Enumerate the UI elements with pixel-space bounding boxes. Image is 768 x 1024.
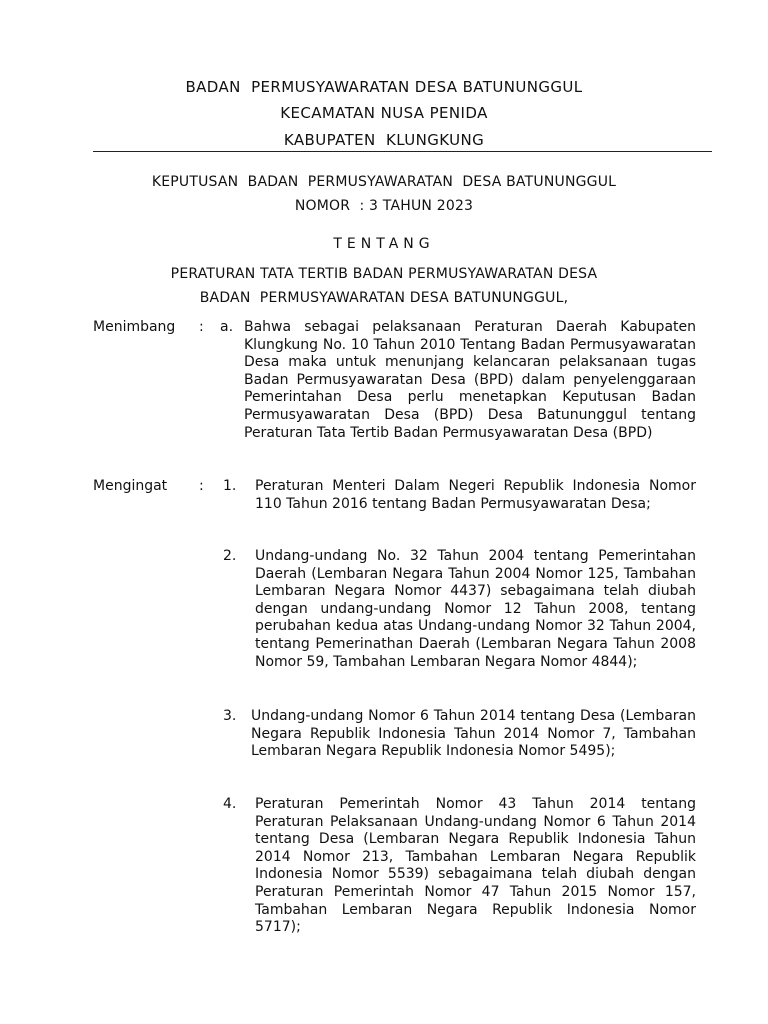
mengingat-colon: : <box>199 478 204 494</box>
header-divider <box>93 151 712 152</box>
decision-about: TENTANG <box>333 236 435 252</box>
mengingat-item-4-marker: 4. <box>223 796 237 812</box>
decision-title: KEPUTUSAN BADAN PERMUSYAWARATAN DESA BATUNUNGGUL <box>151 174 617 190</box>
header-line-1: BADAN PERMUSYAWARATAN DESA BATUNUNGGUL <box>185 78 583 96</box>
header-line-2: KECAMATAN NUSA PENIDA <box>280 104 488 122</box>
decision-subject-line-2: BADAN PERMUSYAWARATAN DESA BATUNUNGGUL, <box>199 290 569 306</box>
mengingat-label: Mengingat <box>93 478 168 494</box>
header-line-3: KABUPATEN KLUNGKUNG <box>283 131 485 149</box>
menimbang-item-text: Bahwa sebagai pelaksanaan Peraturan Daerah Kabupaten Klungkung No. 10 Tahun 2010 Tentang Badan Permusyawaratan Desa maka untuk menunjang kelancaran pelaksanaan tugas Badan Permusyawaratan Desa (BPD) dalam penyelenggaraan Pemerintahan Desa perlu menetapkan Keputusan Badan Permusyawaratan Desa (BPD) Desa Batununggul tentang Peraturan Tata Tertib Badan Permusyawaratan Desa (BPD) <box>244 319 696 441</box>
menimbang-colon: : <box>199 319 204 335</box>
mengingat-item-3-marker: 3. <box>223 708 237 724</box>
mengingat-item-3-text: Undang-undang Nomor 6 Tahun 2014 tentang Desa (Lembaran Negara Republik Indonesia Tahun 2014 Nomor 7, Tambahan Lembaran Negara Republik Indonesia Nomor 5495); <box>251 708 696 760</box>
mengingat-item-1-marker: 1. <box>223 478 237 494</box>
decision-subject-line-1: PERATURAN TATA TERTIB BADAN PERMUSYAWARATAN DESA <box>170 266 598 282</box>
decision-number: NOMOR : 3 TAHUN 2023 <box>294 198 474 214</box>
mengingat-item-1-text: Peraturan Menteri Dalam Negeri Republik Indonesia Nomor 110 Tahun 2016 tentang Badan Permusyawaratan Desa; <box>255 478 696 512</box>
mengingat-item-2-text: Undang-undang No. 32 Tahun 2004 tentang Pemerintahan Daerah (Lembaran Negara Tahun 2004 Nomor 125, Tambahan Lembaran Negara Nomor 4437) sebagaimana telah diubah dengan undang-undang Nomor 12 Tahun 2008, tentang perubahan kedua atas Undang-undang Nomor 32 Tahun 2004, tentang Pemerinathan Daerah (Lembaran Negara Tahun 2008 Nomor 59, Tambahan Lembaran Negara Nomor 4844); <box>255 548 696 670</box>
menimbang-item-marker: a. <box>220 319 234 335</box>
mengingat-item-2-marker: 2. <box>223 548 237 564</box>
mengingat-item-4-text: Peraturan Pemerintah Nomor 43 Tahun 2014 tentang Peraturan Pelaksanaan Undang-undang Nomor 6 Tahun 2014 tentang Desa (Lembaran Negara Republik Indonesia Tahun 2014 Nomor 213, Tambahan Lembaran Negara Republik Indonesia Nomor 5539) sebagaimana telah diubah dengan Peraturan Pemerintah Nomor 47 Tahun 2015 Nomor 157, Tambahan Lembaran Negara Republik Indonesia Nomor 5717); <box>255 796 696 936</box>
menimbang-label: Menimbang <box>93 319 176 335</box>
